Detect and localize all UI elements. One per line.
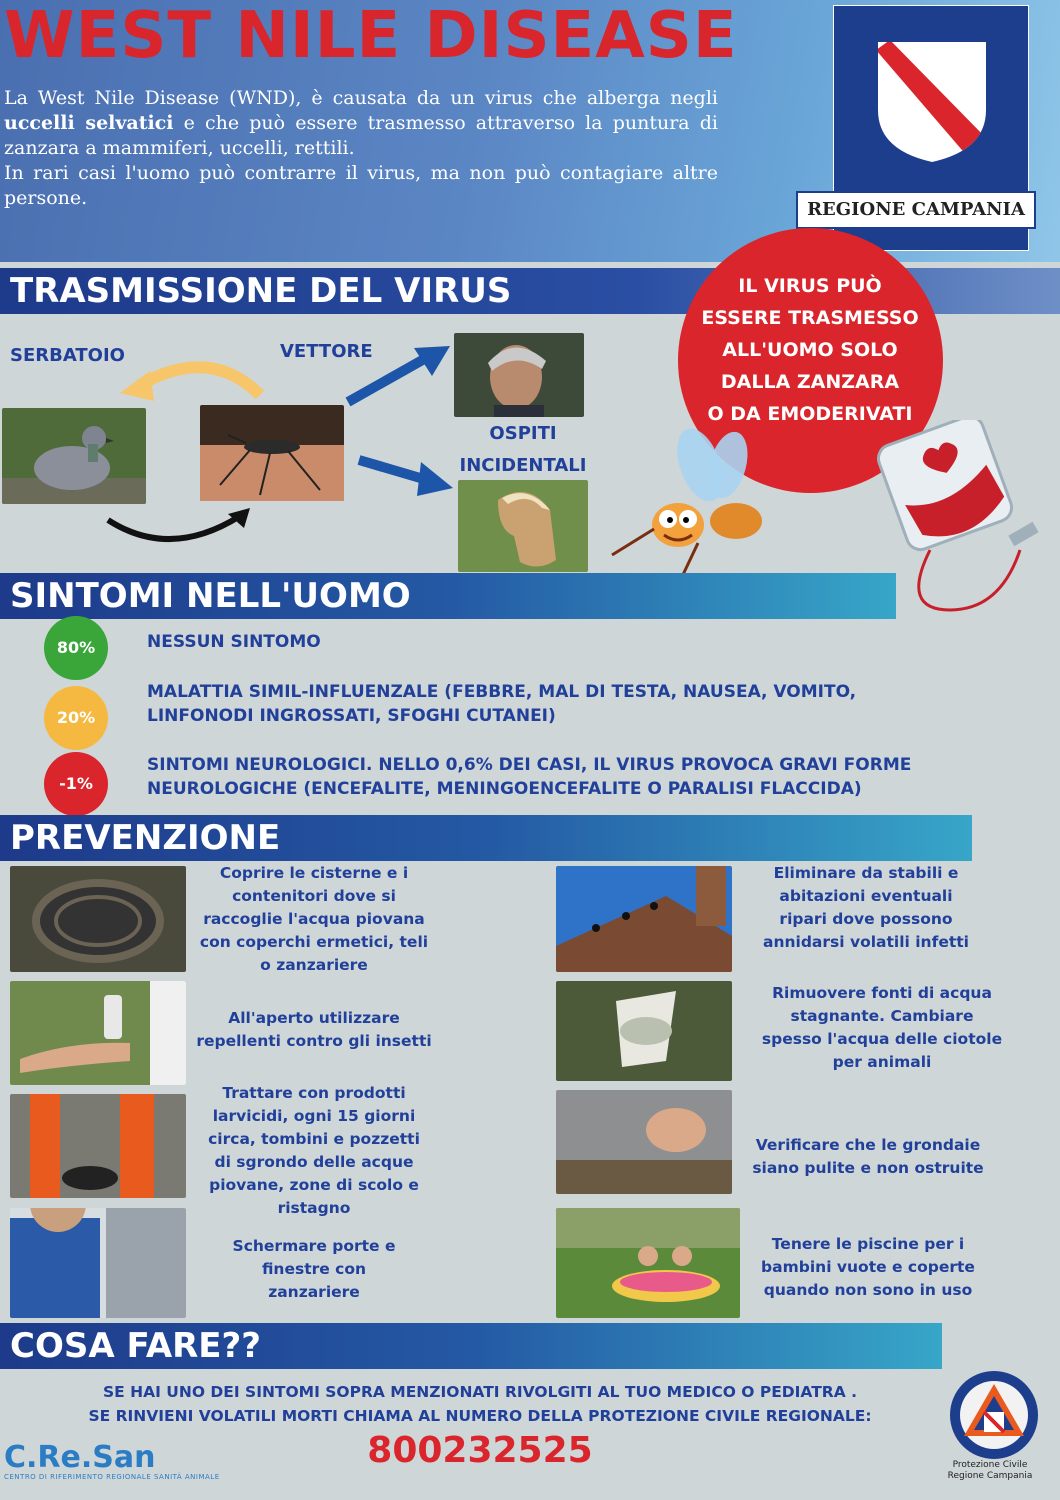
symptom-line: LINFONODI INGROSSATI, SFOGHI CUTANEI) xyxy=(147,706,556,726)
cresan-logo: C.Re.San xyxy=(4,1440,156,1475)
label-reservoir: SERBATOIO xyxy=(10,345,125,366)
info-line: ALL'UOMO SOLO xyxy=(722,339,898,361)
phone-number[interactable]: 800232525 xyxy=(367,1430,593,1471)
manhole-photo xyxy=(10,866,186,972)
intro-text xyxy=(4,86,718,211)
info-line: O DA EMODERIVATI xyxy=(707,403,913,425)
label-line: INCIDENTALI xyxy=(459,455,587,476)
prevention-tip-pools xyxy=(748,1233,988,1302)
section-heading-actions: COSA FARE?? xyxy=(0,1323,942,1369)
tip-line: Rimuovere fonti di acqua xyxy=(772,984,992,1002)
tip-line: annidarsi volatili infetti xyxy=(763,933,969,951)
info-line: DALLA ZANZARA xyxy=(720,371,900,393)
tip-line: Eliminare da stabili e xyxy=(773,864,959,882)
tip-line: zanzariere xyxy=(268,1283,360,1301)
tip-line: abitazioni eventuali xyxy=(779,887,953,905)
info-circle-text xyxy=(690,270,930,430)
tip-line: stagnante. Cambiare xyxy=(790,1007,974,1025)
tip-line: Trattare con prodotti xyxy=(222,1084,406,1102)
label-vector: VETTORE xyxy=(280,341,373,362)
prevention-tip-screens xyxy=(196,1235,432,1304)
prevention-tip-cisterns xyxy=(196,862,432,977)
tip-line: per animali xyxy=(832,1053,932,1071)
symptom-line: MALATTIA SIMIL-INFLUENZALE (FEBBRE, MAL DI TESTA, NAUSEA, VOMITO, xyxy=(147,682,857,702)
info-line: IL VIRUS PUÒ xyxy=(738,275,882,297)
tip-line: finestre con xyxy=(261,1260,367,1278)
page-title: WEST NILE DISEASE xyxy=(4,0,738,73)
tip-line: circa, tombini e pozzetti xyxy=(208,1130,420,1148)
kids-pool-photo xyxy=(556,1208,740,1318)
section-heading-transmission: TRASMISSIONE DEL VIRUS xyxy=(0,268,1060,314)
stagnant-water-photo xyxy=(556,981,732,1081)
section-heading-prevention: PREVENZIONE xyxy=(0,815,972,861)
tip-line: ripari dove possono xyxy=(779,910,953,928)
tip-line: Schermare porte e xyxy=(232,1237,396,1255)
tip-line: quando non sono in uso xyxy=(763,1281,973,1299)
arrow-to-horse-icon xyxy=(355,450,455,504)
larvicide-workers-photo xyxy=(10,1094,186,1198)
cycle-arrow-top-icon xyxy=(110,355,270,415)
man-photo xyxy=(454,333,584,417)
label-incidental-hosts xyxy=(458,418,588,482)
actions-text xyxy=(40,1380,920,1428)
pc-line: Regione Campania xyxy=(947,1471,1033,1481)
percent-value: 20% xyxy=(56,708,96,727)
percent-badge-20 xyxy=(44,686,108,750)
prevention-tip-larvicides xyxy=(196,1082,432,1220)
arrow-to-human-icon xyxy=(340,340,452,410)
tip-line: siano pulite e non ostruite xyxy=(752,1159,984,1177)
intro-part: e che può essere trasmesso attraverso la puntura di zanzara a mammiferi, uccelli, rettili. xyxy=(4,112,718,159)
symptom-line: NESSUN SINTOMO xyxy=(147,632,321,652)
tip-line: contenitori dove si xyxy=(232,887,396,905)
actions-line: SE RINVIENI VOLATILI MORTI CHIAMA AL NUMERO DELLA PROTEZIONE CIVILE REGIONALE: xyxy=(88,1407,872,1425)
cresan-subtitle: CENTRO DI RIFERIMENTO REGIONALE SANITÀ ANIMALE xyxy=(4,1473,220,1481)
prevention-tip-stagnant-water xyxy=(748,982,1016,1074)
symptom-line: SINTOMI NEUROLOGICI. NELLO 0,6% DEI CASI, IL VIRUS PROVOCA GRAVI FORME xyxy=(147,755,912,775)
tip-line: o zanzariere xyxy=(260,956,368,974)
cycle-arrow-bottom-icon xyxy=(100,500,260,552)
tip-line: Verificare che le grondaie xyxy=(755,1136,981,1154)
tip-line: bambini vuote e coperte xyxy=(761,1258,975,1276)
symptom-item xyxy=(147,753,911,801)
symptom-item xyxy=(147,680,856,728)
prevention-tip-repellents xyxy=(196,1007,432,1053)
label-line: OSPITI xyxy=(489,423,557,444)
tip-line: di sgrondo delle acque xyxy=(214,1153,414,1171)
tip-line: repellenti contro gli insetti xyxy=(196,1032,432,1050)
percent-badge-80 xyxy=(44,616,108,680)
tip-line: spesso l'acqua delle ciotole xyxy=(761,1030,1003,1048)
tip-line: raccoglie l'acqua piovana xyxy=(203,910,425,928)
percent-value: -1% xyxy=(59,774,93,793)
civil-protection-label xyxy=(930,1460,1050,1482)
mosquito-photo xyxy=(200,405,344,501)
window-screen-photo xyxy=(10,1208,186,1318)
prevention-tip-shelters xyxy=(748,862,984,954)
tip-line: ristagno xyxy=(277,1199,351,1217)
cartoon-mosquito-icon xyxy=(608,425,778,585)
symptom-line: NEUROLOGICHE (ENCEFALITE, MENINGOENCEFALITE O PARALISI FLACCIDA) xyxy=(147,779,862,799)
intro-part: La West Nile Disease (WND), è causata da un virus che alberga negli xyxy=(4,87,718,109)
intro-part: In rari casi l'uomo può contrarre il virus, ma non può contagiare altre persone. xyxy=(4,162,718,209)
tip-line: con coperchi ermetici, teli xyxy=(199,933,429,951)
civil-protection-logo-icon xyxy=(946,1370,1042,1460)
percent-badge-under-1 xyxy=(44,752,108,816)
tip-line: Coprire le cisterne e i xyxy=(219,864,409,882)
pigeon-photo xyxy=(2,408,146,504)
pc-line: Protezione Civile xyxy=(952,1460,1028,1470)
repellent-photo xyxy=(10,981,186,1085)
gutter-cleaning-photo xyxy=(556,1090,732,1194)
region-label: REGIONE CAMPANIA xyxy=(796,191,1036,229)
info-line: ESSERE TRASMESSO xyxy=(701,307,919,329)
tip-line: piovane, zone di scolo e xyxy=(209,1176,419,1194)
tip-line: Tenere le piscine per i xyxy=(771,1235,965,1253)
tip-line: larvicidi, ogni 15 giorni xyxy=(212,1107,416,1125)
percent-value: 80% xyxy=(56,638,96,657)
horse-photo xyxy=(458,480,588,572)
prevention-tip-gutters xyxy=(748,1134,988,1180)
actions-line: SE HAI UNO DEI SINTOMI SOPRA MENZIONATI RIVOLGITI AL TUO MEDICO O PEDIATRA . xyxy=(103,1383,857,1401)
section-heading-symptoms: SINTOMI NELL'UOMO xyxy=(0,573,896,619)
tip-line: All'aperto utilizzare xyxy=(228,1009,400,1027)
symptom-item xyxy=(147,630,321,654)
intro-bold: uccelli selvatici xyxy=(4,112,174,134)
roof-birds-photo xyxy=(556,866,732,972)
campania-crest-icon xyxy=(876,40,988,164)
